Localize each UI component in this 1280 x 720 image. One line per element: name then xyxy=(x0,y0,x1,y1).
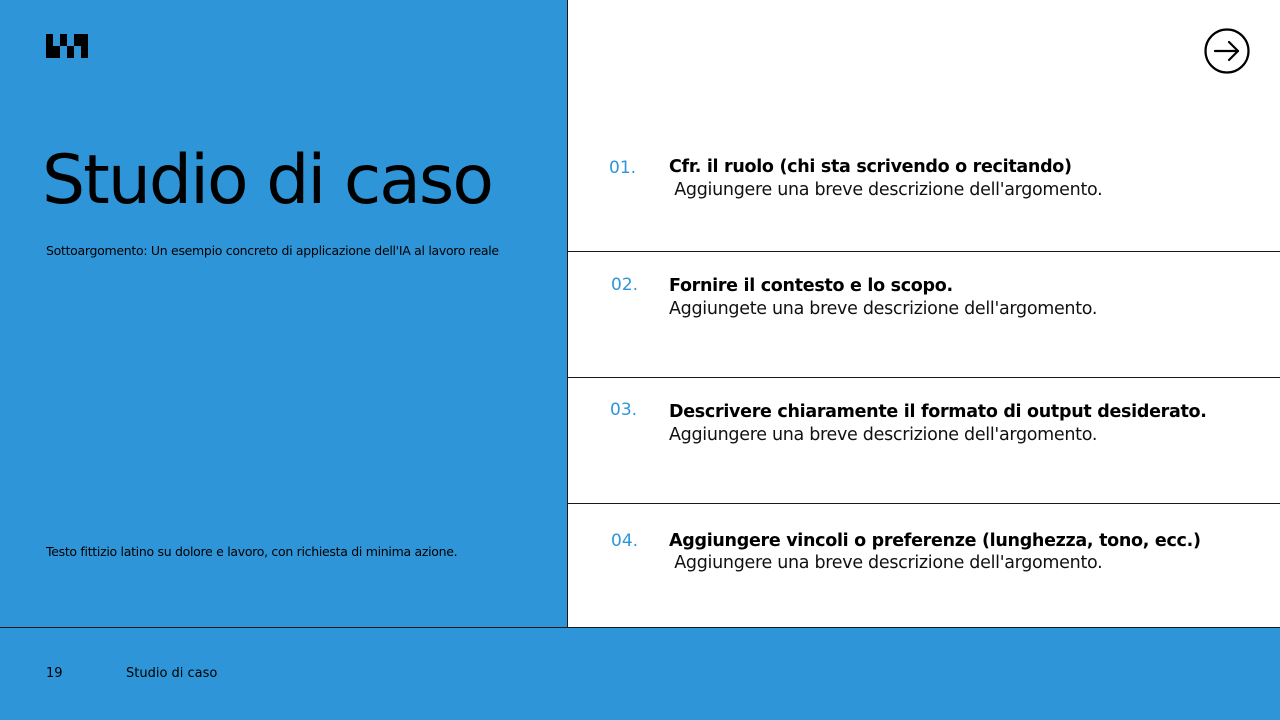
item-title: Aggiungere vincoli o preferenze (lunghezza, tono, ecc.) xyxy=(669,531,1201,551)
item-title: Descrivere chiaramente il formato di output desiderato. xyxy=(669,402,1207,422)
arrow-right-circle-icon[interactable] xyxy=(1204,28,1250,74)
slide-subtitle: Sottoargomento: Un esempio concreto di applicazione dell'IA al lavoro reale xyxy=(46,243,499,258)
item-description: Aggiungere una breve descrizione dell'argomento. xyxy=(669,425,1098,445)
item-number: 04. xyxy=(611,531,639,551)
row-divider xyxy=(568,503,1280,504)
footer-label: Studio di caso xyxy=(126,666,218,681)
item-description: Aggiungete una breve descrizione dell'argomento. xyxy=(669,299,1098,319)
row-divider xyxy=(568,377,1280,378)
page-number: 19 xyxy=(46,666,63,681)
left-panel xyxy=(0,0,567,627)
item-number: 01. xyxy=(609,158,637,178)
item-title: Cfr. il ruolo (chi sta scrivendo o recitando) xyxy=(669,157,1072,177)
item-number: 03. xyxy=(610,400,638,420)
item-description: Aggiungere una breve descrizione dell'argomento. xyxy=(669,553,1103,573)
item-title: Fornire il contesto e lo scopo. xyxy=(669,276,953,296)
item-number: 02. xyxy=(611,275,639,295)
vertical-divider xyxy=(567,0,568,627)
brand-logo-icon xyxy=(46,32,90,60)
slide-footnote: Testo fittizio latino su dolore e lavoro, con richiesta di minima azione. xyxy=(46,544,458,559)
row-divider xyxy=(568,251,1280,252)
item-description: Aggiungere una breve descrizione dell'argomento. xyxy=(669,180,1103,200)
slide-title: Studio di caso xyxy=(42,141,492,220)
